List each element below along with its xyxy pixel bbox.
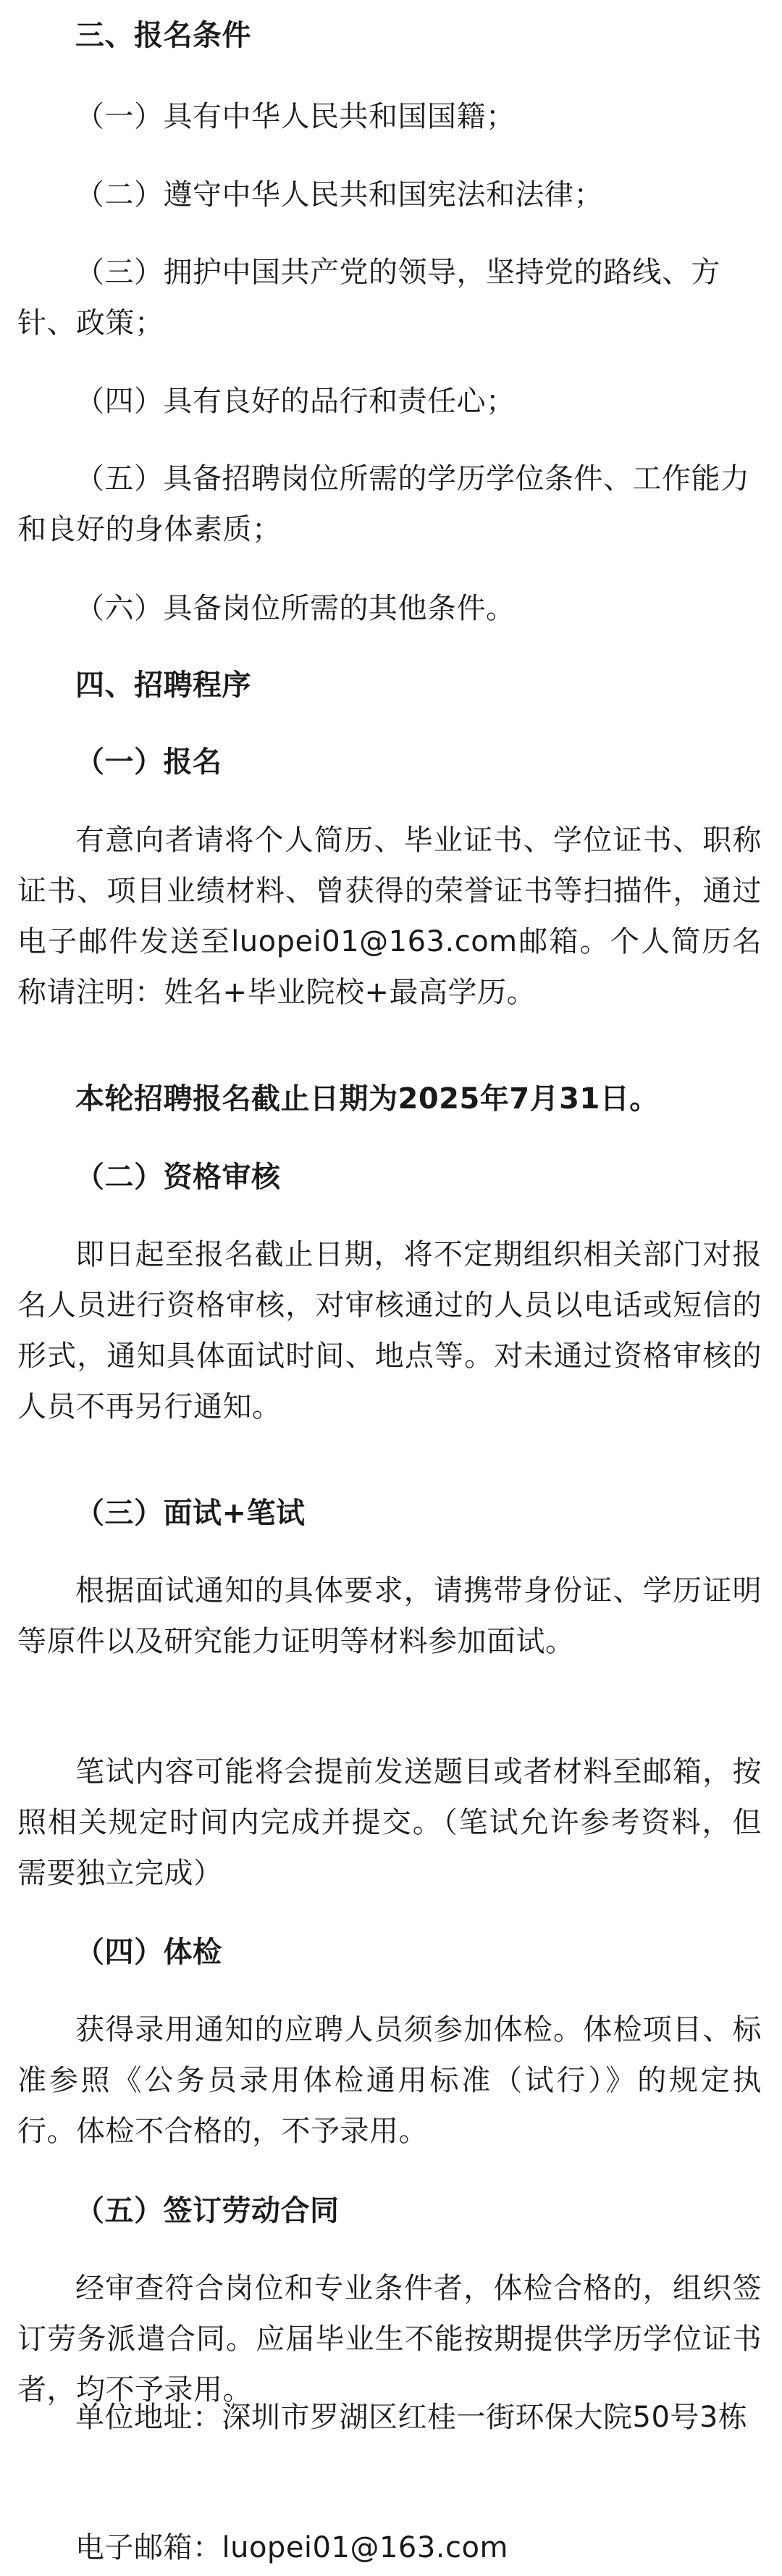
- sub5-title: （五）签订劳动合同: [75, 2194, 340, 2228]
- section3-item-1: （一）具有中华人民共和国国籍；: [75, 100, 516, 133]
- sub3-body-1: 根据面试通知的具体要求，请携带身份证、学历证明等原件以及研究能力证明等材料参加面试。: [17, 1574, 762, 1658]
- section4-title: 四、招聘程序: [75, 669, 251, 702]
- sub5-body: 经审查符合岗位和专业条件者，体检合格的，组织签订劳务派遣合同。应届毕业生不能按期提供学历学位证书者，均不予录用。: [17, 2272, 762, 2406]
- deadline-text: 本轮招聘报名截止日期为2025年7月31日。: [75, 1082, 659, 1116]
- contact-address: 单位地址：深圳市罗湖区红桂一街环保大院50号3栋: [75, 2401, 748, 2434]
- section3-item-5: （五）具备招聘岗位所需的学历学位条件、工作能力和良好的身体素质；: [17, 462, 750, 546]
- sub1-title: （一）报名: [75, 745, 222, 779]
- section3-item-4: （四）具有良好的品行和责任心；: [75, 385, 516, 418]
- section3-item-3: （三）拥护中国共产党的领导，坚持党的路线、方针、政策；: [17, 256, 720, 340]
- sub3-body-2: 笔试内容可能将会提前发送题目或者材料至邮箱，按照相关规定时间内完成并提交。（笔试允许参考资料，但需要独立完成）: [17, 1755, 762, 1890]
- section3-item-2: （二）遵守中华人民共和国宪法和法律；: [75, 178, 603, 212]
- sub2-body: 即日起至报名截止日期，将不定期组织相关部门对报名人员进行资格审核，对审核通过的人员以电话或短信的形式，通知具体面试时间、地点等。对未通过资格审核的人员不再另行通知。: [17, 1238, 762, 1423]
- section3-item-6: （六）具备岗位所需的其他条件。: [75, 592, 516, 625]
- sub4-title: （四）体检: [75, 1936, 222, 1969]
- sub1-body: 有意向者请将个人简历、毕业证书、学位证书、职称证书、项目业绩材料、曾获得的荣誉证书等扫描件，通过电子邮件发送至luopei01@163.com邮箱。个人简历名称请注明：姓名+毕业院校+最高学历。: [17, 824, 762, 1009]
- sub2-title: （二）资格审核: [75, 1161, 281, 1194]
- section3-title: 三、报名条件: [75, 19, 251, 52]
- sub3-title: （三）面试+笔试: [75, 1497, 306, 1530]
- contact-email: 电子邮箱：luopei01@163.com: [75, 2531, 508, 2564]
- sub4-body: 获得录用通知的应聘人员须参加体检。体检项目、标准参照《公务员录用体检通用标准（试行）》的规定执行。体检不合格的，不予录用。: [17, 2013, 762, 2148]
